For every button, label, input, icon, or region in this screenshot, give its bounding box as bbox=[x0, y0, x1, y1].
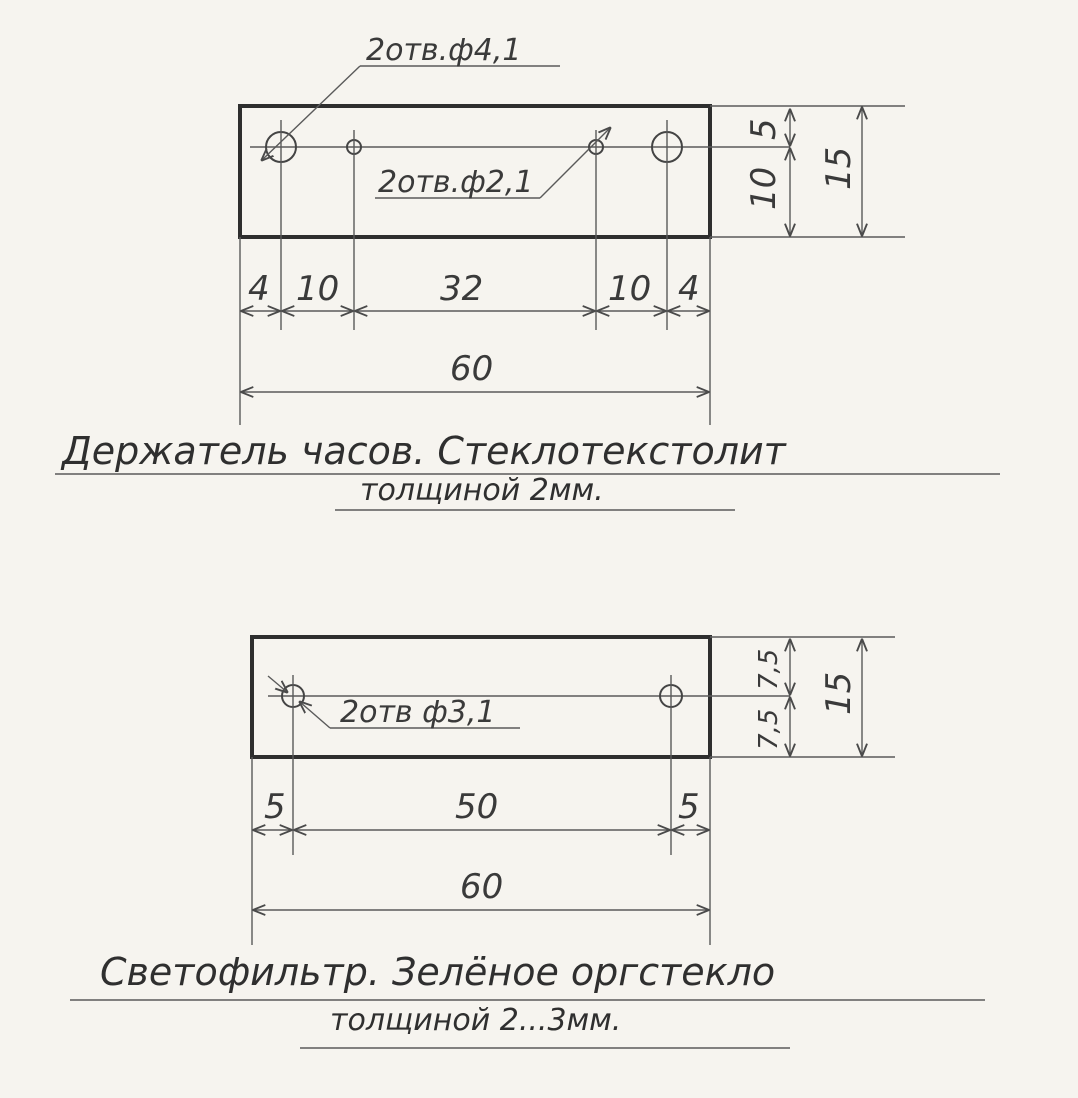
holder-dim-edge-left: 4 bbox=[248, 269, 270, 309]
holder-note-large-holes: 2отв.ф4,1 bbox=[366, 33, 522, 68]
filter-dim-middle: 50 bbox=[455, 787, 499, 827]
filter-dim-edge-left: 5 bbox=[264, 787, 286, 827]
filter-dim-edge-right: 5 bbox=[678, 787, 700, 827]
holder-dim-offset-bottom: 10 bbox=[744, 166, 784, 210]
filter-dim-total-length: 60 bbox=[460, 867, 504, 907]
filter-dim-total-height: 15 bbox=[819, 671, 859, 715]
filter-dim-offset-top: 7,5 bbox=[754, 648, 784, 690]
holder-caption-line1: Держатель часов. Стеклотекстолит bbox=[62, 429, 786, 473]
filter-caption-line1: Светофильтр. Зелёное оргстекло bbox=[100, 950, 776, 994]
holder-dim-middle: 32 bbox=[440, 269, 484, 309]
filter-dim-offset-bottom: 7,5 bbox=[754, 708, 784, 750]
holder-dim-total-length: 60 bbox=[450, 349, 494, 389]
holder-caption-line2: толщиной 2мм. bbox=[360, 473, 604, 508]
holder-dim-edge-right: 4 bbox=[678, 269, 700, 309]
holder-note-small-holes: 2отв.ф2,1 bbox=[378, 165, 534, 200]
holder-dim-total-height: 15 bbox=[819, 146, 859, 190]
holder-dim-gap-left: 10 bbox=[296, 269, 340, 309]
holder-dim-gap-right: 10 bbox=[608, 269, 652, 309]
holder-dim-offset-top: 5 bbox=[744, 118, 784, 140]
filter-note-holes: 2отв ф3,1 bbox=[340, 695, 496, 730]
filter-caption-line2: толщиной 2...3мм. bbox=[330, 1003, 622, 1038]
